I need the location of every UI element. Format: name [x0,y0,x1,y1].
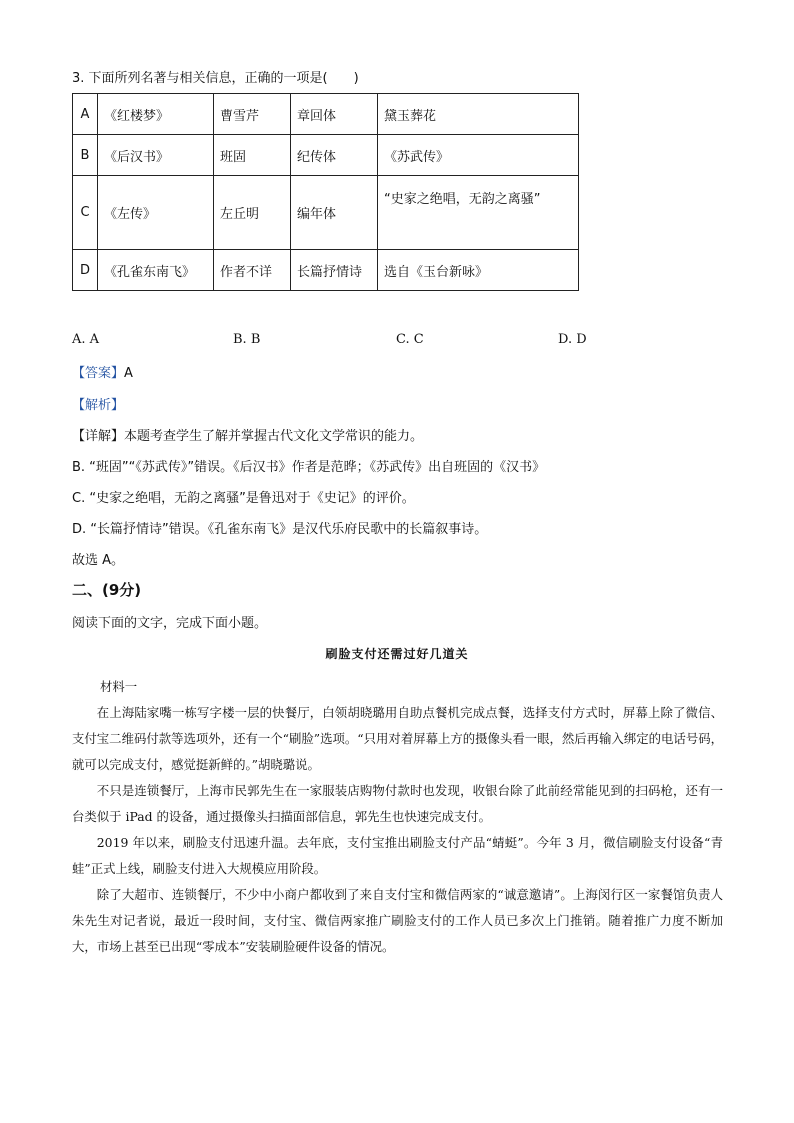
table-cell: 纪传体 [291,135,378,176]
material-label: 材料一 [100,679,138,694]
table-cell: 《孔雀东南飞》 [98,250,214,291]
table-cell: “史家之绝唱，无韵之离骚” [378,176,579,250]
table-cell: D [73,250,98,291]
analysis-line: C. “史家之绝唱，无韵之离骚”是鲁迅对于《史记》的评价。 [72,491,415,506]
answer-line [72,362,133,381]
table-cell: 曹雪芹 [214,94,291,135]
table-row [73,94,579,135]
table-cell: 班固 [214,135,291,176]
section-title: 二、(9分) [72,581,142,599]
table-cell: C [73,176,98,250]
table-cell: 长篇抒情诗 [291,250,378,291]
table-cell: 选自《玉台新咏》 [378,250,579,291]
table-cell: 《左传》 [98,176,214,250]
table-cell: 《后汉书》 [98,135,214,176]
article-paragraph: 2019 年以来，刷脸支付迅速升温。去年底，支付宝推出刷脸支付产品“蜻蜓”。今年 3 月，微信刷脸支付设备“青蛙”正式上线，刷脸支付进入大规模应用阶段。 [72,835,723,876]
table-cell: B [73,135,98,176]
table-cell: 左丘明 [214,176,291,250]
analysis-line: B. “班固”“《苏武传》”错误。《后汉书》作者是范晔；《苏武传》出自班固的《汉书》 [72,460,546,475]
question-stem: 3. 下面所列名著与相关信息，正确的一项是( ) [72,71,359,86]
analysis-line: 【详解】本题考查学生了解并掌握古代文化文学常识的能力。 [72,429,424,444]
table-cell: 《红楼梦》 [98,94,214,135]
table-cell: 编年体 [291,176,378,250]
article-paragraph: 除了大超市、连锁餐厅，不少中小商户都收到了来自支付宝和微信两家的“诚意邀请”。上海闵行区一家餐馆负责人朱先生对记者说，最近一段时间，支付宝、微信两家推广刷脸支付的工作人员已多次上门推销。随着推广力度不断加大，市场上甚至已出现“零成本”安装刷脸硬件设备的情况。 [72,887,723,954]
analysis-line: D. “长篇抒情诗”错误。《孔雀东南飞》是汉代乐府民歌中的长篇叙事诗。 [72,522,488,537]
article-title: 刷脸支付还需过好几道关 [325,647,469,661]
table-row [73,135,579,176]
table-cell: 黛玉葬花 [378,94,579,135]
article-paragraph: 在上海陆家嘴一栋写字楼一层的快餐厅，白领胡晓璐用自助点餐机完成点餐，选择支付方式时，屏幕上除了微信、支付宝二维码付款等选项外，还有一个“刷脸”选项。“只用对着屏幕上方的摄像头看一眼，然后再输入绑定的电话号码，就可以完成支付，感觉挺新鲜的。”胡晓璐说。 [72,705,723,772]
table-row [73,176,579,250]
info-table [72,93,579,291]
table-cell: A [73,94,98,135]
article-paragraph: 不只是连锁餐厅，上海市民郭先生在一家服装店购物付款时也发现，收银台除了此前经常能见到的扫码枪，还有一台类似于 iPad 的设备，通过摄像头扫描面部信息，郭先生也快速完成支付。 [72,783,723,824]
answer-tag: 【答案】 [72,366,125,381]
table-cell: 《苏武传》 [378,135,579,176]
article-body [72,700,723,960]
table-cell: 章回体 [291,94,378,135]
analysis-tag: 【解析】 [72,398,125,413]
option-d: D. D [558,332,587,347]
section-instruction: 阅读下面的文字，完成下面小题。 [72,616,268,631]
table-row [73,250,579,291]
option-b: B. B [233,332,261,347]
option-c: C. C [396,332,424,347]
table-cell: 作者不详 [214,250,291,291]
analysis-line: 故选 A。 [72,553,125,568]
answer-value: A [124,366,133,381]
option-a: A. A [72,332,100,347]
